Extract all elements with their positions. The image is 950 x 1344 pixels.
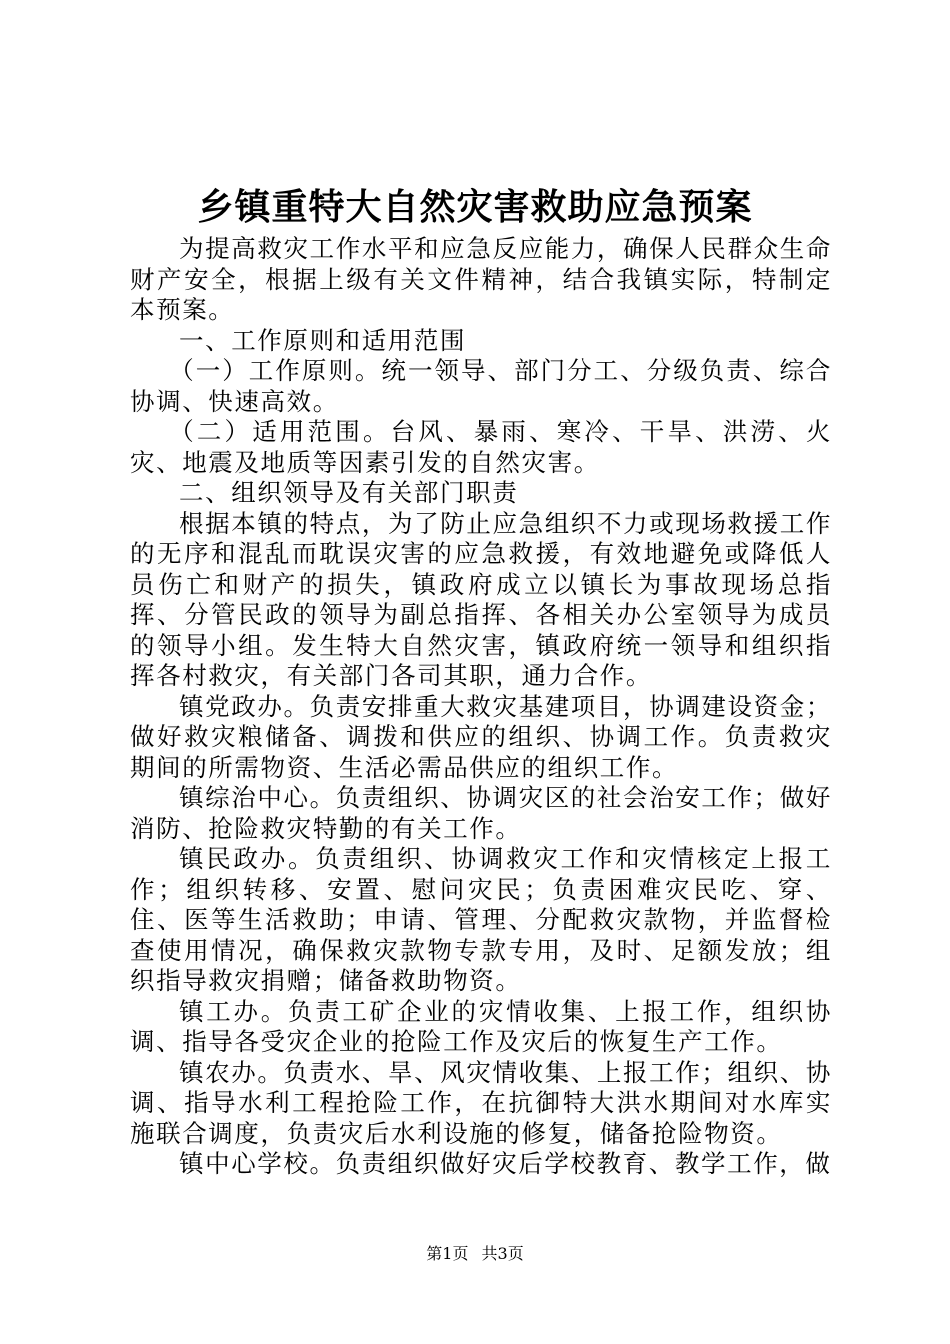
paragraph-leadership: 根据本镇的特点，为了防止应急组织不力或现场救援工作的无序和混乱而耽误灾害的应急救援，有效地避免或降低人员伤亡和财产的损失，镇政府成立以镇长为事故现场总指挥、分管民政的领导为副总指挥、各相关办公室领导为成员的领导小组。发生特大自然灾害，镇政府统一领导和组织指挥各村救灾，有关部门各司其职，通力合作。 <box>130 508 832 690</box>
section-heading-1: 一、工作原则和适用范围 <box>179 325 467 355</box>
paragraph-industry-office: 镇工办。负责工矿企业的灾情收集、上报工作，组织协调、指导各受灾企业的抢险工作及灾后的恢复生产工作。 <box>130 996 832 1056</box>
page-number-current: 第1页 <box>426 1244 469 1263</box>
paragraph-civil-affairs: 镇民政办。负责组织、协调救灾工作和灾情核定上报工作；组织转移、安置、慰问灾民；负责困难灾民吃、穿、住、医等生活救助；申请、管理、分配救灾款物，并监督检查使用情况，确保救灾款物专款专用，及时、足额发放；组织指导救灾捐赠；储备救助物资。 <box>130 844 832 995</box>
subsection-principles: （一）工作原则。统一领导、部门分工、分级负责、综合协调、快速高效。 <box>130 356 832 416</box>
page-number-total: 共3页 <box>481 1244 524 1263</box>
document-body <box>130 234 832 1180</box>
paragraph-central-school: 镇中心学校。负责组织做好灾后学校教育、教学工作，做 <box>179 1149 832 1178</box>
paragraph-security-center: 镇综治中心。负责组织、协调灾区的社会治安工作；做好消防、抢险救灾特勤的有关工作。 <box>130 783 832 843</box>
subsection-scope: （二）适用范围。台风、暴雨、寒冷、干旱、洪涝、火灾、地震及地质等因素引发的自然灾害。 <box>130 417 832 477</box>
paragraph-party-office: 镇党政办。负责安排重大救灾基建项目，协调建设资金；做好救灾粮储备、调拨和供应的组织、协调工作。负责救灾期间的所需物资、生活必需品供应的组织工作。 <box>130 691 832 782</box>
paragraph-agriculture-office: 镇农办。负责水、旱、风灾情收集、上报工作；组织、协调、指导水利工程抢险工作，在抗御特大洪水期间对水库实施联合调度，负责灾后水利设施的修复，储备抢险物资。 <box>130 1057 832 1148</box>
section-heading-2: 二、组织领导及有关部门职责 <box>179 478 519 507</box>
paragraph-intro: 为提高救灾工作水平和应急反应能力，确保人民群众生命财产安全，根据上级有关文件精神，结合我镇实际，特制定本预案。 <box>130 234 832 324</box>
document-title: 乡镇重特大自然灾害救助应急预案 <box>197 186 753 228</box>
page-footer <box>0 1242 950 1266</box>
